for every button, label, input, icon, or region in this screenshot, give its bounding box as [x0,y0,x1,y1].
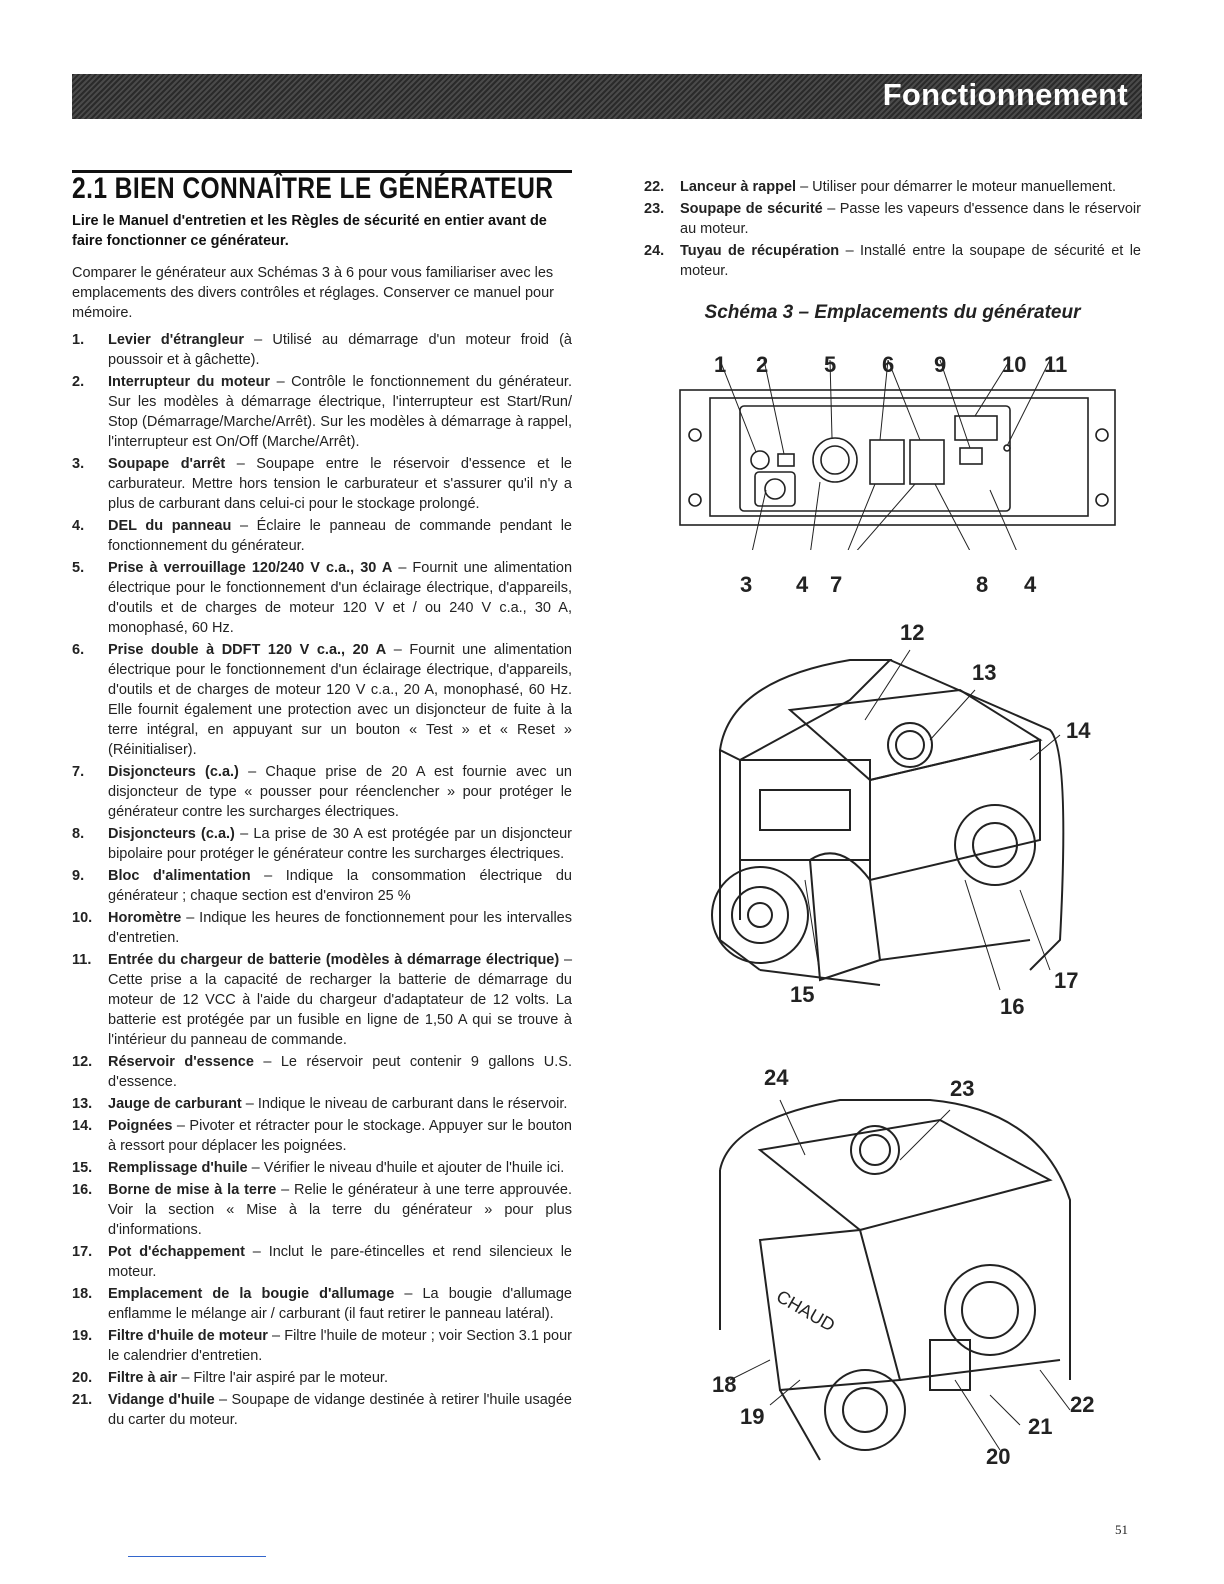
item-term: Soupape de sécurité [680,201,823,217]
item-number: 19. [72,1328,93,1344]
item-body [108,330,572,370]
item-number: 23. [644,201,665,217]
item-description: – Filtre l'huile de moteur ; voir Section 3.1 pour le calendrier d'entretien. [108,1328,573,1364]
item-body [108,558,572,638]
component-list-right [644,177,1141,283]
item-description: – Éclaire le panneau de commande pendant le fonctionnement du générateur. [108,518,572,554]
callout-4: 4 [796,572,809,597]
control-panel-drawing [670,350,1130,550]
list-item [644,241,1141,281]
item-body [108,908,572,948]
callout-2: 2 [756,352,769,377]
item-description: – Utiliser pour démarrer le moteur manuellement. [796,179,1116,195]
item-body [108,1326,572,1366]
item-description: – Indique les heures de fonctionnement pour les intervalles d'entretien. [108,910,572,946]
item-description: – Vérifier le niveau d'huile et ajouter de l'huile ici. [247,1160,565,1176]
item-term: Prise à verrouillage 120/240 V c.a., 30 A [108,560,393,576]
callout-5: 5 [824,352,837,377]
item-number: 8. [72,826,85,842]
item-body [108,372,572,452]
callout-15: 15 [790,982,815,1007]
item-number: 1. [72,332,85,348]
item-description: – Cette prise a la capacité de recharger la batterie de démarrage du moteur de 12 VCC à l'aide du chargeur d'adaptateur de 12 volts. La batterie est protégée par un fusible en ligne de 1,50 A qui se trouve à l'intérieur du panneau de commande. [108,952,573,1048]
item-term: Filtre d'huile de moteur [108,1328,268,1344]
item-term: Prise double à DDFT 120 V c.a., 20 A [108,642,387,658]
item-body [108,824,572,864]
list-item [72,1326,572,1366]
list-item [72,330,572,370]
item-body [108,1242,572,1282]
item-description: – Utilisé au démarrage d'un moteur froid (à poussoir et à gâchette). [108,332,572,368]
item-term: Pot d'échappement [108,1244,245,1260]
item-term: Entrée du chargeur de batterie (modèles à démarrage électrique) [108,952,560,968]
item-number: 15. [72,1160,93,1176]
list-item [72,1116,572,1156]
item-term: Remplissage d'huile [108,1160,248,1176]
item-number: 3. [72,456,85,472]
item-number: 4. [72,518,85,534]
list-item [72,640,572,760]
item-number: 21. [72,1392,93,1408]
callout-11: 11 [1044,352,1068,377]
list-item [72,1158,572,1178]
list-item [72,454,572,514]
item-description: – Fournit une alimentation électrique pour le fonctionnement d'un éclairage électrique, d'appareils, d'outils et de charges de moteur 120 V c.a., 20 A, monophasé, 60 Hz. Elle fournit également une protection avec un disjoncteur de fuite à la terre intégral, en appuyant sur un bouton « Test » et « Reset » (Réinitialiser). [108,642,572,758]
item-number: 7. [72,764,85,780]
item-body [108,1180,572,1240]
list-item [72,866,572,906]
item-description: – Filtre l'air aspiré par le moteur. [177,1370,388,1386]
item-description: – Installé entre la soupape de sécurité et le moteur. [680,243,1141,279]
list-item [72,1284,572,1324]
item-term: Poignées [108,1118,173,1134]
item-description: – Soupape de vidange destinée à retirer l'huile usagée du carter du moteur. [108,1392,572,1428]
callout-1: 1 [714,352,727,377]
item-term: Horomètre [108,910,182,926]
item-number: 20. [72,1370,93,1386]
item-description: – Relie le générateur à une terre approuvée. Voir la section « Mise à la terre du générateur » pour plus d'informations. [108,1182,572,1238]
callout-7: 7 [830,572,843,597]
item-description: – La bougie d'allumage enflamme le mélange air / carburant (il faut retirer le panneau latéral). [108,1286,572,1322]
callout-8: 8 [976,572,989,597]
list-item [72,372,572,452]
decal-text: CHAUD [773,1286,839,1336]
item-number: 5. [72,560,85,576]
item-body [108,516,572,556]
item-number: 16. [72,1182,93,1198]
item-description: – Le réservoir peut contenir 9 gallons U.S. d'essence. [108,1054,572,1090]
callout-10: 10 [1002,352,1027,377]
callout-19: 19 [740,1404,765,1429]
item-description: – Fournit une alimentation électrique pour le fonctionnement d'un éclairage électrique, d'appareils, d'outils et de charges de moteur 120 V et / ou 240 V c.a., 30 A, monophasé, 60 Hz. [108,560,573,636]
item-description: – Soupape entre le réservoir d'essence et le carburateur. Mettre hors tension le carburateur et s'assurer qu'il n'y a plus de carburant dans celui-ci pour le stockage prolongé. [108,456,572,512]
item-body [108,1116,572,1156]
item-number: 2. [72,374,85,390]
list-item [644,199,1141,239]
item-term: Lanceur à rappel [680,179,797,195]
list-item [72,1390,572,1430]
list-item [72,1242,572,1282]
item-term: DEL du panneau [108,518,232,534]
item-description: – Pivoter et rétracter pour le stockage. Appuyer sur le bouton à ressort pour déplacer les poignées. [108,1118,572,1154]
item-body [108,1052,572,1092]
item-body [108,866,572,906]
section-title: 2.1 BIEN CONNAÎTRE LE GÉNÉRATEUR [72,172,554,205]
section-banner [72,74,1142,119]
item-number: 9. [72,868,85,884]
item-number: 12. [72,1054,93,1070]
item-body [108,640,572,760]
callout-22: 22 [1070,1392,1095,1417]
item-body [108,1390,572,1430]
callout-14: 14 [1066,718,1091,743]
footer-divider [128,1556,266,1557]
item-term: Réservoir d'essence [108,1054,254,1070]
item-description: – Chaque prise de 20 A est fournie avec un disjoncteur de type « pousser pour réenclencher » pour protéger le générateur contre les surcharges électriques. [108,764,573,820]
item-number: 18. [72,1286,93,1302]
list-item [72,516,572,556]
item-number: 24. [644,243,665,259]
callout-4b: 4 [1024,572,1037,597]
item-body [108,1158,572,1178]
item-description: – Inclut le pare-étincelles et rend silencieux le moteur. [108,1244,572,1280]
item-body [680,199,1141,239]
item-description: – La prise de 30 A est protégée par un disjoncteur bipolaire pour protéger le générateur contre les surcharges électriques. [108,826,572,862]
callout-6: 6 [882,352,895,377]
callout-23: 23 [950,1076,975,1101]
list-item [72,908,572,948]
item-description: – Passe les vapeurs d'essence dans le réservoir au moteur. [680,201,1141,237]
item-body [108,1368,572,1388]
callout-13: 13 [972,660,997,685]
list-item [72,1052,572,1092]
list-item [644,177,1141,197]
section-banner-title: Fonctionnement [882,77,1128,112]
item-term: Borne de mise à la terre [108,1182,277,1198]
item-term: Disjoncteurs (c.a.) [108,764,239,780]
item-number: 10. [72,910,93,926]
item-body [108,762,572,822]
item-body [108,454,572,514]
item-term: Soupape d'arrêt [108,456,226,472]
callout-20: 20 [986,1444,1011,1469]
callout-21: 21 [1028,1414,1053,1439]
callout-24: 24 [764,1065,789,1090]
callout-16: 16 [1000,994,1025,1019]
list-item [72,1368,572,1388]
item-term: Levier d'étrangleur [108,332,245,348]
list-item [72,824,572,864]
item-body [680,177,1141,197]
item-body [108,950,572,1050]
list-item [72,1094,572,1114]
item-number: 6. [72,642,85,658]
item-description: – Indique le niveau de carburant dans le réservoir. [241,1096,568,1112]
callout-17: 17 [1054,968,1079,993]
item-term: Disjoncteurs (c.a.) [108,826,235,842]
item-number: 14. [72,1118,93,1134]
item-body [680,241,1141,281]
item-description: – Indique la consommation électrique du générateur ; chaque section est d'environ 25 % [108,868,573,904]
item-term: Filtre à air [108,1370,178,1386]
item-description: – Contrôle le fonctionnement du générateur. Sur les modèles à démarrage électrique, l'interrupteur est Start/Run/ Stop (Démarrage/Marche/Arrêt). Sur les modèles à démarrage à rappel, l'interrupteur est On/Off (Marche/Arrêt). [108,374,572,450]
item-body [108,1094,572,1114]
item-number: 11. [72,952,92,968]
callout-18: 18 [712,1372,737,1397]
item-term: Tuyau de récupération [680,243,840,259]
component-list-left [72,330,572,1432]
list-item [72,1180,572,1240]
item-body [108,1284,572,1324]
generator-front-drawing [700,640,1080,1020]
item-term: Jauge de carburant [108,1096,242,1112]
intro-paragraph: Comparer le générateur aux Schémas 3 à 6 pour vous familiariser avec les emplacements des divers contrôles et réglages. Conserver ce manuel pour mémoire. [72,265,554,321]
callout-3: 3 [740,572,753,597]
list-item [72,950,572,1050]
list-item [72,558,572,638]
page-number: 51 [1115,1522,1128,1537]
item-number: 17. [72,1244,93,1260]
item-term: Vidange d'huile [108,1392,215,1408]
list-item [72,762,572,822]
callout-9: 9 [934,352,947,377]
item-term: Bloc d'alimentation [108,868,251,884]
item-term: Emplacement de la bougie d'allumage [108,1286,395,1302]
item-number: 22. [644,179,665,195]
item-number: 13. [72,1096,93,1112]
lead-paragraph: Lire le Manuel d'entretien et les Règles de sécurité en entier avant de faire fonctionner ce générateur. [72,213,547,249]
callout-12: 12 [900,620,925,645]
figure-caption: Schéma 3 – Emplacements du générateur [704,302,1081,323]
item-term: Interrupteur du moteur [108,374,271,390]
